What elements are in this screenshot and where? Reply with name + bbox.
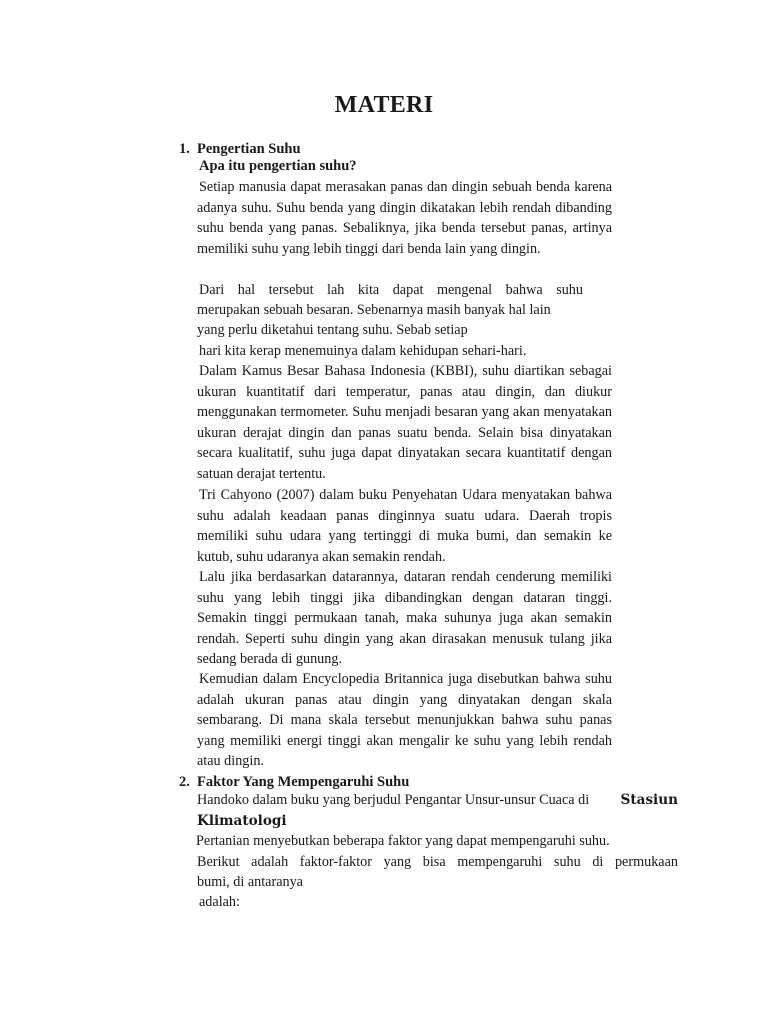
section-2-paragraph-1-bold-1: Stasiun	[620, 792, 678, 808]
section-1-paragraph-3: Dalam Kamus Besar Bahasa Indonesia (KBBI), suhu diartikan sebagai ukuran kuantitatif dari temperatur, panas atau dingin, dan diukur menggunakan termometer. Suhu menjadi besaran yang akan menyatakan ukuran derajat dingin dan panas suatu benda. Selain bisa dinyatakan secara kualitatif, suhu juga dapat dinyatakan secara kuantitatif dengan satuan derajat tertentu.	[197, 363, 612, 482]
page-title: MATERI	[334, 92, 434, 118]
section-2-paragraph-3-line-1: Berikut adalah faktor-faktor yang bisa mempengaruhi suhu di permukaan	[197, 854, 678, 870]
section-1-title: Pengertian Suhu	[197, 141, 301, 157]
section-1-paragraph-2-line-1: Dari hal tersebut lah kita dapat mengenal bahwa suhu	[199, 282, 583, 298]
section-2-number: 2.	[179, 774, 190, 790]
section-2-title: Faktor Yang Mempengaruhi Suhu	[197, 774, 410, 790]
section-2-heading	[179, 773, 409, 791]
section-1-paragraph-2-line-3: yang perlu diketahui tentang suhu. Sebab setiap	[197, 322, 468, 338]
section-2-paragraph-1-bold-2: Klimatologi	[197, 813, 287, 829]
section-2-paragraph-3-line-3: adalah:	[199, 894, 240, 910]
section-1-paragraph-2-line-2: merupakan sebuah besaran. Sebenarnya masih banyak hal lain	[197, 302, 551, 318]
section-2-paragraph-1-line-1	[197, 790, 678, 811]
section-2-paragraph-1-text: Handoko dalam buku yang berjudul Pengantar Unsur-unsur Cuaca di	[197, 792, 590, 808]
section-1-paragraph-4: Tri Cahyono (2007) dalam buku Penyehatan Udara menyatakan bahwa suhu adalah keadaan panas dinginnya suatu udara. Daerah tropis memiliki suhu udara yang tertinggi di muka bumi, dan semakin ke kutub, suhu udaranya akan semakin rendah.	[197, 487, 612, 565]
section-1-heading	[179, 140, 301, 158]
section-2-paragraph-2: Pertanian menyebutkan beberapa faktor yang dapat mempengaruhi suhu.	[196, 833, 610, 849]
section-1-subheading: Apa itu pengertian suhu?	[199, 158, 357, 174]
section-1-paragraph-6: Kemudian dalam Encyclopedia Britannica juga disebutkan bahwa suhu adalah ukuran panas atau dingin yang dinyatakan dengan skala sembarang. Di mana skala tersebut menunjukkan bahwa suhu panas yang memiliki energi tinggi akan mengalir ke suhu yang lebih rendah atau dingin.	[197, 671, 612, 769]
section-2-paragraph-3-line-2: bumi, di antaranya	[197, 874, 303, 890]
section-1-paragraph-2-line-4: hari kita kerap menemuinya dalam kehidupan sehari-hari.	[199, 343, 527, 359]
section-1-paragraph-5: Lalu jika berdasarkan datarannya, dataran rendah cenderung memiliki suhu yang lebih tinggi jika dibandingkan dengan dataran tinggi. Semakin tinggi permukaan tanah, maka suhunya juga akan semakin rendah. Seperti suhu dingin yang akan dirasakan menusuk tulang jika sedang berada di gunung.	[197, 569, 612, 667]
section-1-paragraph-1: Setiap manusia dapat merasakan panas dan dingin sebuah benda karena adanya suhu. Suhu benda yang dingin dikatakan lebih rendah dibanding suhu benda yang panas. Sebaliknya, jika benda tersebut panas, artinya memiliki suhu yang lebih tinggi dari benda lain yang dingin.	[197, 179, 612, 257]
section-1-number: 1.	[179, 141, 190, 157]
